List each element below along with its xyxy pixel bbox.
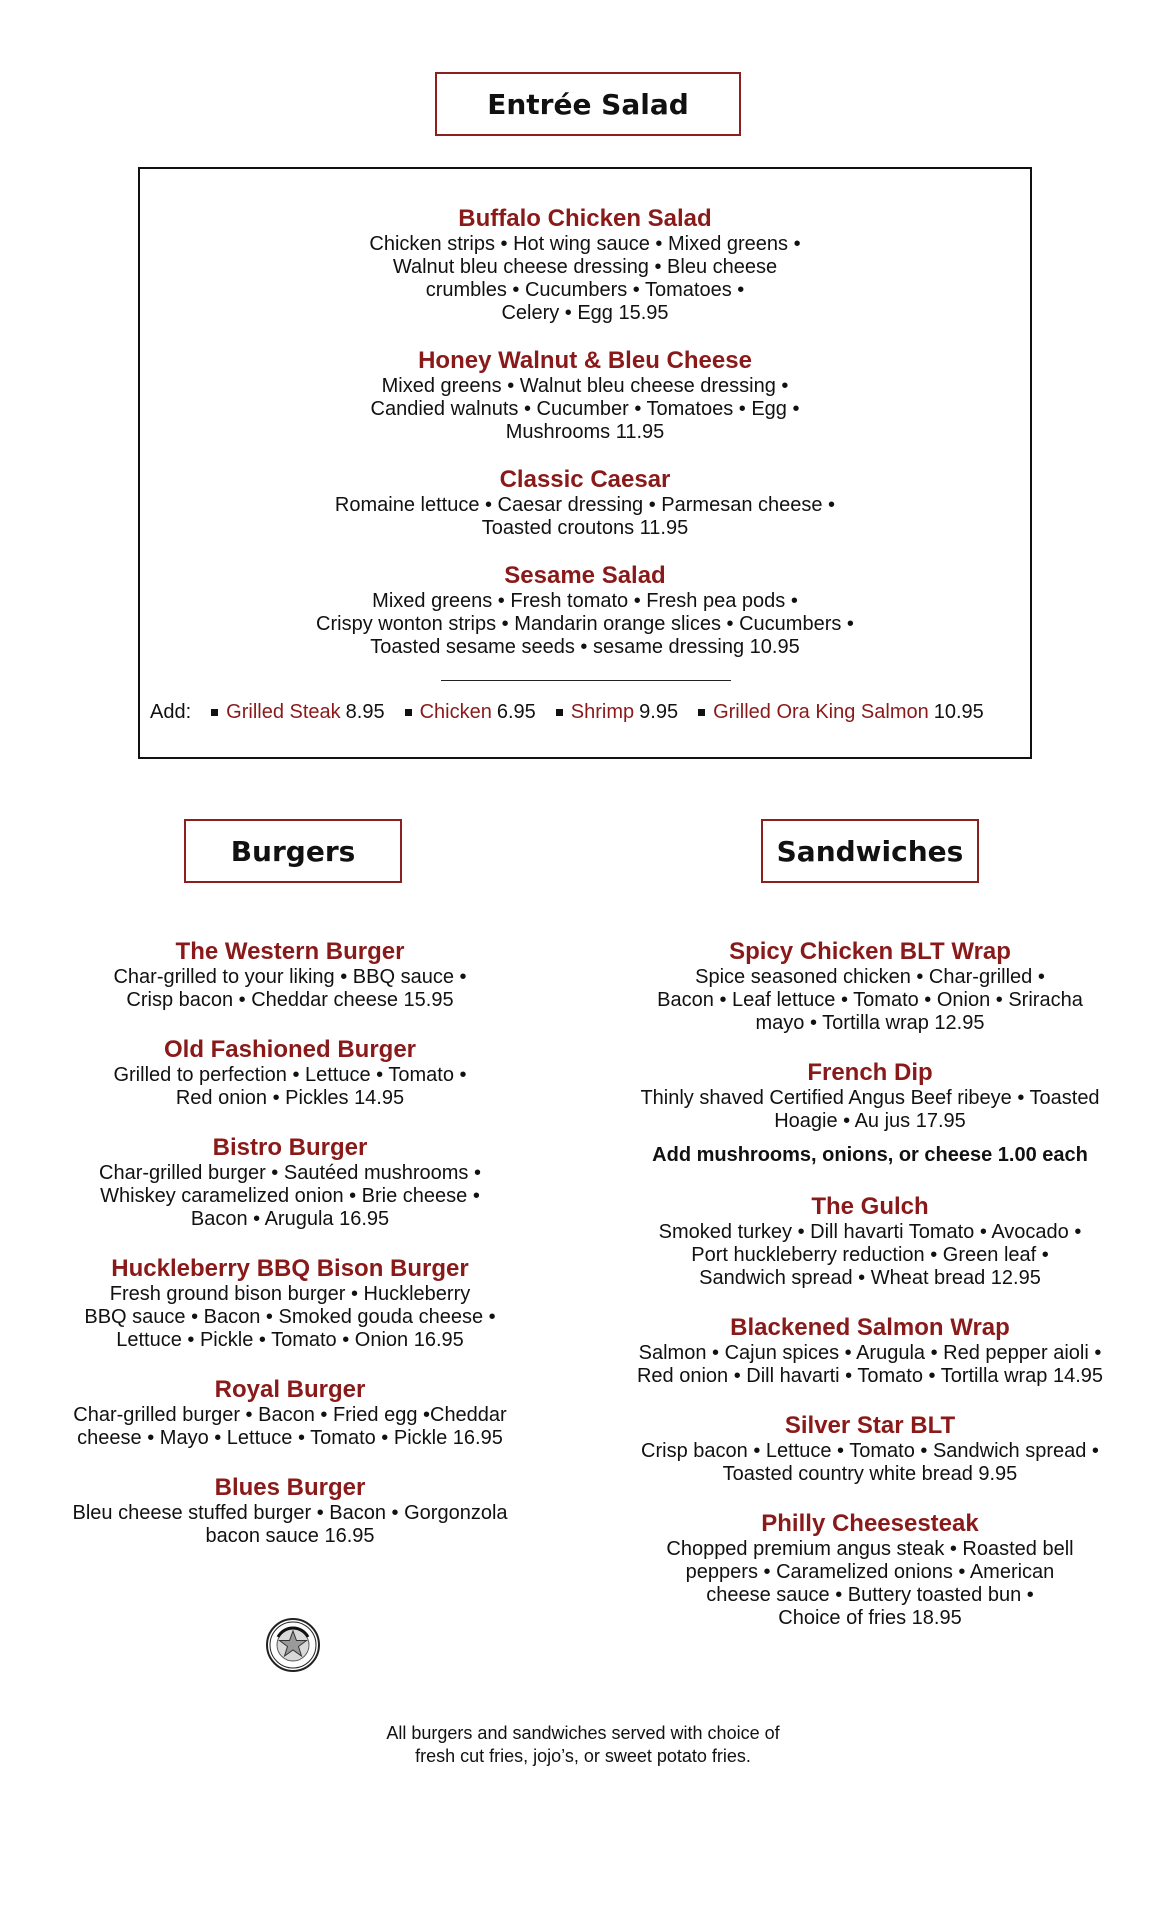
desc-line: bacon sauce 16.95 (205, 1525, 375, 1547)
item-description (40, 1502, 540, 1548)
desc-line: crumbles • Cucumbers • Tomatoes • (425, 279, 745, 301)
addon-name: Chicken (419, 701, 492, 723)
desc-line: cheese sauce • Buttery toasted bun • (706, 1584, 1034, 1606)
item-name: Spicy Chicken BLT Wrap (729, 938, 1011, 965)
item-description (610, 1538, 1130, 1630)
item-description (610, 966, 1130, 1035)
addon-name: Grilled Steak (226, 701, 341, 723)
item-description (610, 1440, 1130, 1486)
desc-line: Toasted sesame seeds • sesame dressing 10.95 (370, 636, 800, 658)
burgers-section-title: Burgers (230, 834, 356, 868)
desc-line: peppers • Caramelized onions • American (685, 1561, 1055, 1583)
addon-item (405, 700, 536, 724)
menu-item (610, 1059, 1130, 1133)
burgers-list (40, 938, 540, 1572)
menu-item (40, 938, 540, 1012)
desc-line: Choice of fries 18.95 (778, 1607, 962, 1629)
desc-line: Bacon • Leaf lettuce • Tomato • Onion • Sriracha (657, 989, 1083, 1011)
item-description (610, 1087, 1130, 1133)
item-name: Silver Star BLT (784, 1412, 956, 1439)
desc-line: cheese • Mayo • Lettuce • Tomato • Pickle 16.95 (77, 1427, 503, 1449)
item-name: Honey Walnut & Bleu Cheese (418, 347, 752, 374)
footer-note (283, 1722, 883, 1768)
addon-price: 10.95 (933, 701, 984, 723)
menu-item (138, 347, 1032, 444)
desc-line: Crisp bacon • Lettuce • Tomato • Sandwich spread • (641, 1440, 1099, 1462)
desc-line: Chopped premium angus steak • Roasted bell (666, 1538, 1074, 1560)
star-icon (268, 1620, 318, 1670)
addon-name: Shrimp (570, 701, 635, 723)
menu-item (40, 1134, 540, 1231)
menu-item (610, 1193, 1130, 1290)
item-name: Buffalo Chicken Salad (458, 205, 712, 232)
desc-line: BBQ sauce • Bacon • Smoked gouda cheese • (84, 1306, 496, 1328)
item-name: Blackened Salmon Wrap (730, 1314, 1010, 1341)
addon-name: Grilled Ora King Salmon (713, 701, 929, 723)
menu-item (610, 1412, 1130, 1486)
desc-line: Char-grilled to your liking • BBQ sauce • (113, 966, 467, 988)
desc-line: Candied walnuts • Cucumber • Tomatoes • Egg • (370, 398, 800, 420)
item-description (40, 1064, 540, 1110)
sandwiches-section-title: Sandwiches (776, 834, 964, 868)
addon-item (556, 700, 678, 724)
desc-line: Spice seasoned chicken • Char-grilled • (695, 966, 1045, 988)
desc-line: Smoked turkey • Dill havarti Tomato • Avocado • (658, 1221, 1082, 1243)
silver-star-logo (266, 1618, 320, 1672)
item-name: Sesame Salad (504, 562, 666, 589)
item-description (158, 375, 1012, 444)
square-bullet-icon (556, 709, 563, 716)
desc-line: Thinly shaved Certified Angus Beef ribeye • Toasted (640, 1087, 1100, 1109)
item-description (40, 1404, 540, 1450)
desc-line: Sandwich spread • Wheat bread 12.95 (699, 1267, 1041, 1289)
desc-line: Whiskey caramelized onion • Brie cheese • (100, 1185, 480, 1207)
desc-line: Red onion • Dill havarti • Tomato • Tortilla wrap 14.95 (636, 1365, 1104, 1387)
addons-label: Add: (150, 701, 192, 723)
desc-line: Toasted country white bread 9.95 (722, 1463, 1018, 1485)
menu-item (138, 205, 1032, 325)
desc-line: Salmon • Cajun spices • Arugula • Red pepper aioli • (638, 1342, 1102, 1364)
desc-line: Bacon • Arugula 16.95 (190, 1208, 390, 1230)
menu-item (138, 562, 1032, 659)
desc-line: Celery • Egg 15.95 (501, 302, 669, 324)
menu-item (40, 1255, 540, 1352)
desc-line: Bleu cheese stuffed burger • Bacon • Gorgonzola (72, 1502, 508, 1524)
item-name: Classic Caesar (499, 466, 671, 493)
menu-item (610, 938, 1130, 1035)
addon-price: 6.95 (496, 701, 536, 723)
desc-line: Grilled to perfection • Lettuce • Tomato • (113, 1064, 467, 1086)
item-description (158, 590, 1012, 659)
menu-item (40, 1474, 540, 1548)
menu-item (610, 1314, 1130, 1388)
item-name: The Gulch (811, 1193, 929, 1220)
desc-line: Hoagie • Au jus 17.95 (774, 1110, 966, 1132)
item-description (158, 233, 1012, 325)
desc-line: Char-grilled burger • Bacon • Fried egg •Cheddar (73, 1404, 507, 1426)
desc-line: Red onion • Pickles 14.95 (175, 1087, 405, 1109)
item-description (40, 1283, 540, 1352)
square-bullet-icon (698, 709, 705, 716)
sandwiches-list (610, 938, 1130, 1654)
item-name: Philly Cheesesteak (761, 1510, 979, 1537)
item-name: Blues Burger (214, 1474, 366, 1501)
menu-item (40, 1036, 540, 1110)
sandwiches-section-header (761, 819, 979, 883)
item-description (40, 1162, 540, 1231)
menu-item (40, 1376, 540, 1450)
square-bullet-icon (211, 709, 218, 716)
menu-item (610, 1510, 1130, 1630)
item-name: The Western Burger (175, 938, 405, 965)
salad-section-title: Entrée Salad (487, 87, 689, 121)
addon-item (698, 700, 984, 724)
addon-item (211, 700, 384, 724)
item-name: French Dip (807, 1059, 933, 1086)
addon-price: 8.95 (345, 701, 385, 723)
item-name: Old Fashioned Burger (163, 1036, 417, 1063)
desc-line: Romaine lettuce • Caesar dressing • Parmesan cheese • (334, 494, 836, 516)
footer-line: fresh cut fries, jojo’s, or sweet potato fries. (415, 1746, 751, 1766)
item-description (158, 494, 1012, 540)
burgers-section-header (184, 819, 402, 883)
desc-line: Port huckleberry reduction • Green leaf • (691, 1244, 1049, 1266)
desc-line: Mixed greens • Walnut bleu cheese dressing • (381, 375, 789, 397)
desc-line: Mushrooms 11.95 (505, 421, 665, 443)
desc-line: Crispy wonton strips • Mandarin orange slices • Cucumbers • (316, 613, 854, 635)
desc-line: Chicken strips • Hot wing sauce • Mixed greens • (369, 233, 801, 255)
salad-list (138, 205, 1032, 681)
salad-addons (150, 700, 1030, 724)
footer-line: All burgers and sandwiches served with choice of (386, 1723, 780, 1743)
item-name: Bistro Burger (212, 1134, 368, 1161)
salad-divider (441, 680, 731, 681)
desc-line: Crisp bacon • Cheddar cheese 15.95 (126, 989, 454, 1011)
desc-line: Lettuce • Pickle • Tomato • Onion 16.95 (116, 1329, 464, 1351)
desc-line: Fresh ground bison burger • Huckleberry (109, 1283, 471, 1305)
item-description (610, 1221, 1130, 1290)
menu-item (138, 466, 1032, 540)
item-name: Royal Burger (214, 1376, 366, 1403)
addon-price: 9.95 (639, 701, 679, 723)
salad-section-header (435, 72, 741, 136)
item-name: Huckleberry BBQ Bison Burger (111, 1255, 469, 1282)
desc-line: Mixed greens • Fresh tomato • Fresh pea pods • (372, 590, 798, 612)
item-description (610, 1342, 1130, 1388)
desc-line: Walnut bleu cheese dressing • Bleu cheese (392, 256, 778, 278)
square-bullet-icon (405, 709, 412, 716)
desc-line: mayo • Tortilla wrap 12.95 (755, 1012, 985, 1034)
item-description (40, 966, 540, 1012)
desc-line: Char-grilled burger • Sautéed mushrooms • (99, 1162, 481, 1184)
add-ons-note: Add mushrooms, onions, or cheese 1.00 each (652, 1144, 1088, 1166)
desc-line: Toasted croutons 11.95 (481, 517, 689, 539)
